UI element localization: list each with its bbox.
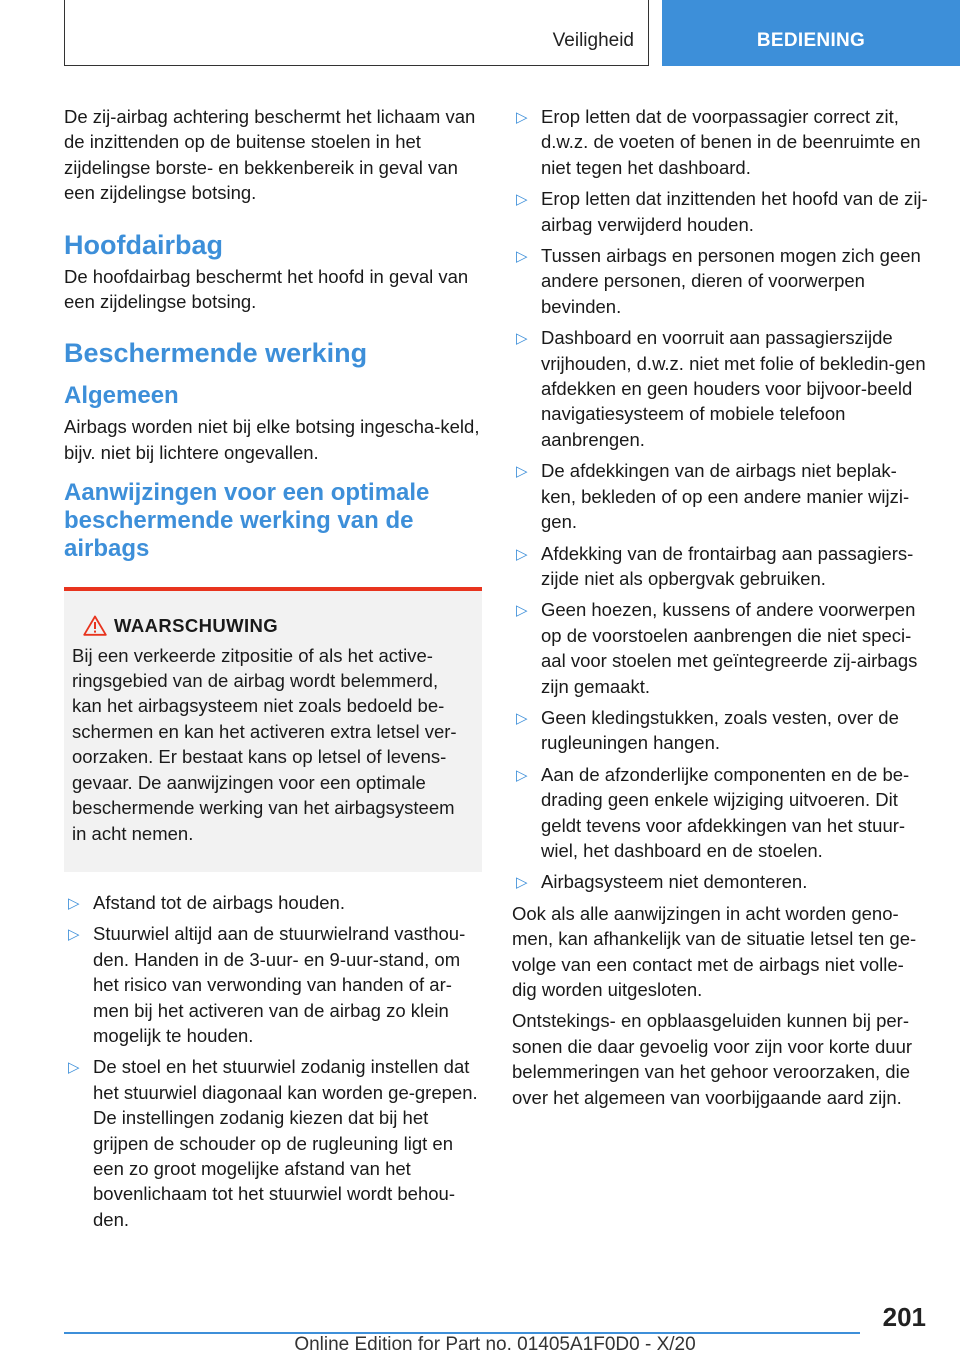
page-number: 201	[882, 1302, 926, 1332]
chapter-title: BEDIENING	[756, 30, 866, 51]
list-item: ▷ Tussen airbags en personen mogen zich geen andere personen, dieren of voorwerpen bevinden.	[516, 245, 921, 317]
right-bullet-list	[512, 104, 928, 895]
paragraph-algemeen: Airbags worden niet bij elke botsing ingescha-keld, bijv. niet bij lichtere ongevallen.	[64, 416, 480, 463]
warning-box	[64, 587, 482, 872]
list-item: ▷ Erop letten dat inzittenden het hoofd van de zij-airbag verwijderd houden.	[516, 188, 928, 235]
list-item: ▷ Geen hoezen, kussens of andere voorwerpen op de voorstoelen aanbrengen die niet speci-aal voor stoelen met geïntegreerde zij-airbags zijn gemaakt.	[516, 599, 918, 697]
bullet-triangle-icon: ▷	[516, 191, 528, 209]
bullet-triangle-icon: ▷	[516, 109, 528, 126]
left-column	[64, 104, 482, 1238]
closing-paragraph-1: Ook als alle aanwijzingen in acht worden geno-men, kan afhankelijk van de situatie letsel ten ge-volge van een contact met de airbags niet volle-dig worden uitgesloten.	[512, 902, 917, 1000]
section-title: Veiligheid	[552, 30, 634, 51]
bullet-triangle-icon: ▷	[516, 602, 528, 620]
bullet-triangle-icon: ▷	[516, 330, 528, 348]
heading-hoofdairbag: Hoofdairbag	[64, 229, 223, 260]
heading-aanwijzingen: Aanwijzingen voor een optimale beschermende werking van de airbags	[64, 479, 430, 563]
left-bullet-list	[64, 890, 482, 1232]
warning-text: Bij een verkeerde zitpositie of als het active-ringsgebied van de airbag wordt belemmerd, kan het airbagsysteem niet zoals bedoeld be-schermen en kan het activeren extra letsel ver-oorzaken. Er bestaat kans op letsel of levens-gevaar. De aanwijzingen voor een optimale beschermende werking van het airbagsysteem in acht nemen.	[72, 644, 457, 844]
page-header	[0, 0, 960, 66]
list-item: ▷ Afdekking van de frontairbag aan passagiers-zijde niet als opbergvak gebruiken.	[516, 542, 914, 589]
footer-edition: Online Edition for Part no. 01405A1F0D0 - X/20	[294, 1334, 696, 1355]
bullet-triangle-icon: ▷	[68, 926, 80, 944]
paragraph-hoofdairbag: De hoofdairbag beschermt het hoofd in geval van een zijdelingse botsing.	[64, 265, 469, 313]
bullet-triangle-icon: ▷	[516, 874, 528, 892]
bullet-triangle-icon: ▷	[516, 248, 528, 266]
bullet-triangle-icon: ▷	[68, 894, 80, 912]
list-item: ▷ Geen kledingstukken, zoals vesten, over de rugleuningen hangen.	[516, 706, 899, 754]
list-item: ▷ De stoel en het stuurwiel zodanig instellen dat het stuurwiel diagonaal kan worden ge-grepen. De instellingen zodanig kiezen dat bij het grijpen de schouder op de rugleuning ligt en een zo groot mogelijke afstand van het bovenlichaam tot het stuurwiel wordt behou-den.	[68, 1056, 478, 1230]
warning-triangle-icon	[72, 615, 118, 636]
bullet-triangle-icon: ▷	[68, 1059, 80, 1077]
list-item: ▷ Erop letten dat de voorpassagier correct zit, d.w.z. de voeten of benen in de beenruimte en niet tegen het dashboard.	[516, 106, 921, 178]
bullet-triangle-icon: ▷	[516, 766, 528, 784]
right-column	[512, 104, 928, 1116]
list-item: ▷ De afdekkingen van de airbags niet beplak-ken, bekleden of op een andere manier wijzi-gen.	[516, 460, 910, 533]
warning-title: WAARSCHUWING	[114, 615, 279, 637]
list-item: ▷ Afstand tot de airbags houden.	[64, 890, 482, 915]
bullet-triangle-icon: ▷	[516, 709, 528, 727]
bullet-triangle-icon: ▷	[516, 545, 528, 563]
bullet-triangle-icon: ▷	[516, 463, 528, 481]
chapter-tab	[662, 0, 960, 66]
heading-algemeen: Algemeen	[64, 382, 179, 410]
list-item: ▷ Dashboard en voorruit aan passagierszijde vrijhouden, d.w.z. niet met folie of bekledin-gen afdekken en geen houders voor bijvoor-beeld navigatiesysteem of mobiele telefoon aanbrengen.	[516, 327, 926, 450]
list-item: ▷ Airbagsysteem niet demonteren.	[512, 869, 928, 894]
intro-paragraph: De zij-airbag achtering beschermt het lichaam van de inzittenden op de buitense stoelen in het zijdelingse borste- en bekkenbereik in geval van een zijdelingse botsing.	[64, 106, 476, 204]
list-item: ▷ Aan de afzonderlijke componenten en de be-drading geen enkele wijziging uitvoeren. Dit geldt tevens voor afdekkingen van het stuur-wiel, het dashboard en de stoelen.	[516, 763, 910, 861]
header-frame	[64, 0, 649, 66]
closing-paragraph-2: Ontstekings- en opblaasgeluiden kunnen bij per-sonen die daar gevoelig voor zijn voor korte duur belemmeringen van het gehoor veroorzaken, die over het algemeen van voorbijgaande aard zijn.	[512, 1010, 913, 1108]
heading-beschermende-werking: Beschermende werking	[64, 338, 368, 369]
list-item: ▷ Stuurwiel altijd aan de stuurwielrand vasthou-den. Handen in de 3-uur- en 9-uur-stand, om het risico van verwonding van handen of ar-men bij het activeren van de airbag zo klein mogelijk te houden.	[68, 923, 466, 1046]
warning-header	[72, 613, 470, 638]
